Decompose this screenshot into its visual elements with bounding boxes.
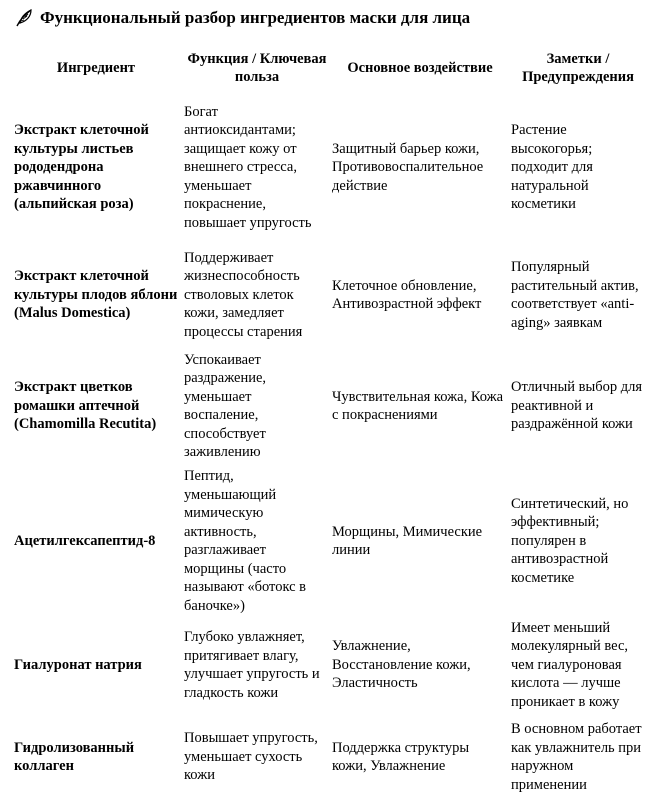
page-title [14,6,470,30]
header-ingredient: Ингредиент [56,59,136,76]
row-2-notes: Популярный растительный актив, соответствует «anti-aging» заявкам [511,259,639,331]
row-6-effect: Поддержка структуры кожи, Увлажнение [332,739,470,774]
row-4-notes: Синтетический, но эффективный; популярен в антивозрастной косметике [511,495,629,586]
row-5-ingredient: Гиалуронат натрия [14,656,142,673]
header-function: Функция / Ключевая польза [187,50,327,85]
leaf-icon [14,8,34,28]
row-2-function: Поддерживает жизнеспособность стволовых клеток кожи, замедляет процессы старения [184,249,303,340]
header-notes: Заметки / Предупреждения [522,50,634,85]
row-4-effect: Морщины, Мимические линии [332,523,483,558]
row-2-effect: Клеточное обновление, Антивозрастной эффект [332,277,482,312]
row-1-ingredient: Экстракт клеточной культуры листьев рододендрона ржавчинного (альпийская роза) [14,122,149,213]
row-4-ingredient: Ацетилгексапептид-8 [14,532,156,549]
row-5-function: Глубоко увлажняет, притягивает влагу, улучшает упругость и гладкость кожи [184,629,320,701]
row-6-function: Повышает упругость, уменьшает сухость кожи [184,730,318,784]
page-title-text: Функциональный разбор ингредиентов маски для лица [40,8,471,27]
row-3-effect: Чувствительная кожа, Кожа с покраснениями [332,388,504,423]
row-2-ingredient: Экстракт клеточной культуры плодов яблони (Malus Domestica) [14,268,178,322]
row-1-notes: Растение высокогорья; подходит для натуральной косметики [511,122,593,213]
row-6-notes: В основном работает как увлажнитель при наружном применении [511,721,642,793]
header-effect: Основное воздействие [347,59,493,76]
row-3-notes: Отличный выбор для реактивной и раздражённой кожи [511,379,642,433]
row-5-effect: Увлажнение, Восстановление кожи, Эластичность [332,638,471,692]
row-5-notes: Имеет меньший молекулярный вес, чем гиалуроновая кислота — лучше проникает в кожу [511,619,629,710]
row-3-function: Успокаивает раздражение, уменьшает воспаление, способствует заживлению [184,351,267,460]
row-4-function: Пептид, уменьшающий мимическую активность, разглаживает морщины (часто называют «ботокс в баночке») [184,468,307,614]
row-1-function: Богат антиоксидантами; защищает кожу от внешнего стресса, уменьшает покраснение, повышает упругость [184,103,312,231]
row-1-effect: Защитный барьер кожи, Противовоспалительное действие [332,140,484,194]
row-3-ingredient: Экстракт цветков ромашки аптечной (Chamomilla Recutita) [14,379,157,433]
row-6-ingredient: Гидролизованный коллаген [14,739,135,774]
